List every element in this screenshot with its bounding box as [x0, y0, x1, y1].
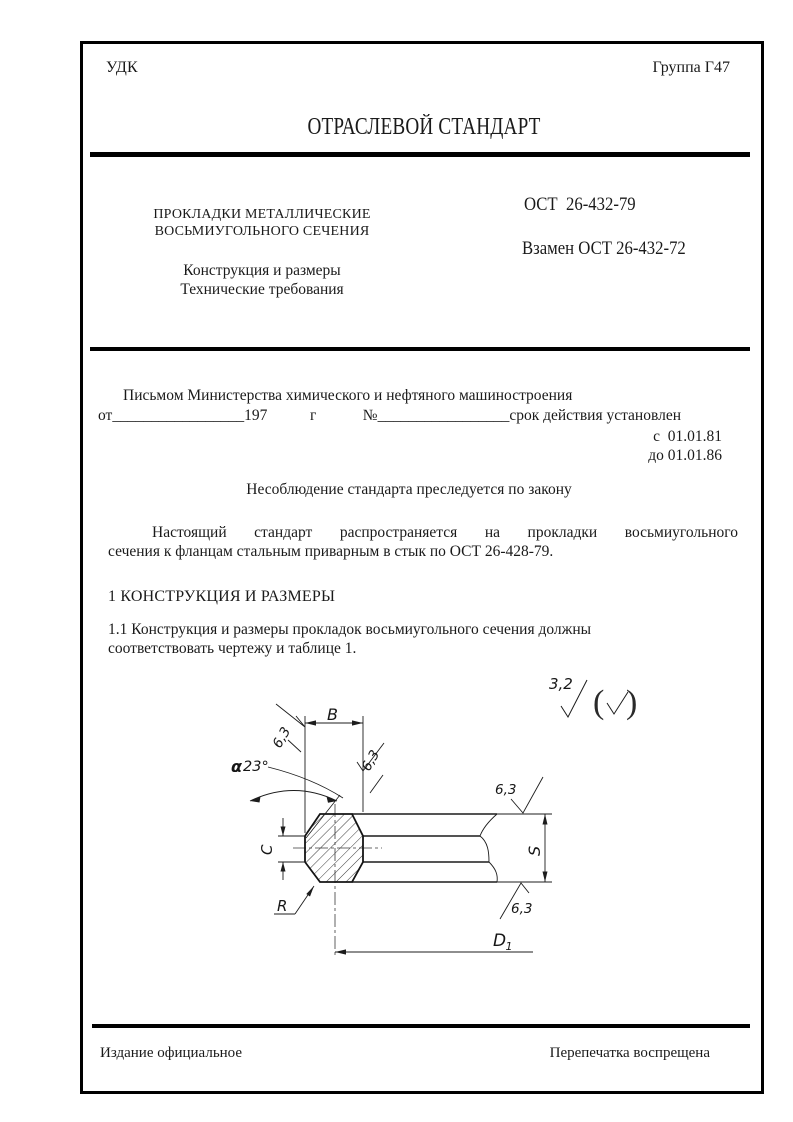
group-label: Группа Г47: [652, 59, 730, 76]
doc-type-title: ОТРАСЛЕВОЙ СТАНДАРТ: [307, 114, 541, 140]
valid-to: до 01.01.86: [648, 447, 722, 464]
roughness-value: 6,3: [495, 782, 517, 798]
arrowhead: [335, 949, 346, 954]
roughness-check-icon: [276, 704, 305, 727]
arrowhead: [281, 827, 286, 837]
header-rule: [90, 152, 750, 157]
angle-arc: [250, 791, 337, 802]
roughness-callout-left: [270, 704, 305, 752]
approval-line2: от_________________197 г №_________________срок действия установлен: [98, 407, 681, 424]
angle-value-label: 23°: [243, 759, 269, 775]
radius-label: R: [277, 897, 288, 915]
arrowhead: [305, 720, 316, 725]
footer-right-note: Перепечатка воспрещена: [549, 1045, 710, 1061]
approval-line1: Письмом Министерства химического и нефтяного машиностроения: [123, 387, 573, 404]
standard-name-line2: ВОСЬМИУГОЛЬНОГО СЕЧЕНИЯ: [154, 224, 370, 239]
arrowhead: [327, 797, 338, 803]
roughness-check-icon: [607, 692, 628, 714]
standard-subtitle-line1: Конструкция и размеры: [183, 262, 341, 279]
dim-d1-subscript: 1: [505, 940, 513, 953]
angle-leader-line: [268, 767, 343, 798]
udk-label: УДК: [106, 59, 138, 76]
angle-alpha-label: α: [231, 757, 242, 776]
standard-subtitle-line2: Технические требования: [180, 281, 344, 298]
general-roughness-value: 3,2: [549, 675, 573, 693]
roughness-value: 6,3: [358, 747, 384, 774]
scope-line1: Настоящий стандарт распространяется на прокладки восьмиугольного: [152, 524, 738, 541]
general-roughness-note: [549, 675, 637, 721]
dimension-c: [258, 818, 305, 880]
standard-name-line1: ПРОКЛАДКИ МЕТАЛЛИЧЕСКИЕ: [153, 207, 371, 222]
dim-d1-label: D: [493, 931, 507, 951]
dim-s-label: S: [525, 845, 544, 856]
arrowhead: [543, 872, 548, 883]
gasket-cross-section: [305, 814, 363, 882]
title-rule: [90, 347, 750, 351]
dimension-s: [525, 814, 548, 882]
break-wave-line: [480, 814, 497, 882]
dimension-d1: [335, 931, 533, 955]
paren-close: ): [626, 684, 638, 721]
law-notice: Несоблюдение стандарта преследуется по закону: [246, 481, 572, 498]
roughness-callout-inner: [357, 743, 384, 793]
standard-designation: ОСТ 26-432-79: [524, 194, 636, 215]
arrowhead: [543, 814, 548, 825]
arrowhead: [281, 862, 286, 872]
para-11-line1: 1.1 Конструкция и размеры прокладок восьмиугольного сечения должны: [108, 621, 592, 638]
roughness-value: 6,3: [269, 724, 295, 751]
arrowhead: [250, 797, 261, 803]
footer-left-note: Издание официальное: [100, 1045, 243, 1061]
dim-b-label: В: [327, 705, 338, 724]
footer-rule: [92, 1024, 750, 1028]
radius-callout: [274, 886, 314, 915]
dim-c-label: С: [258, 844, 276, 855]
roughness-callout-top: [495, 777, 543, 813]
replaces-designation: Взамен ОСТ 26-432-72: [522, 238, 686, 259]
paren-open: (: [593, 684, 605, 721]
gasket-drawing: [90, 658, 660, 970]
roughness-callout-bottom: [500, 883, 532, 919]
roughness-value: 6,3: [511, 901, 533, 917]
valid-from: с 01.01.81: [653, 428, 722, 445]
arrowhead: [352, 720, 363, 725]
section1-heading: 1 КОНСТРУКЦИЯ И РАЗМЕРЫ: [108, 588, 336, 605]
scope-line2: сечения к фланцам стальным приварным в стык по ОСТ 26-428-79.: [108, 543, 554, 560]
para-11-line2: соответствовать чертежу и таблице 1.: [108, 640, 357, 657]
